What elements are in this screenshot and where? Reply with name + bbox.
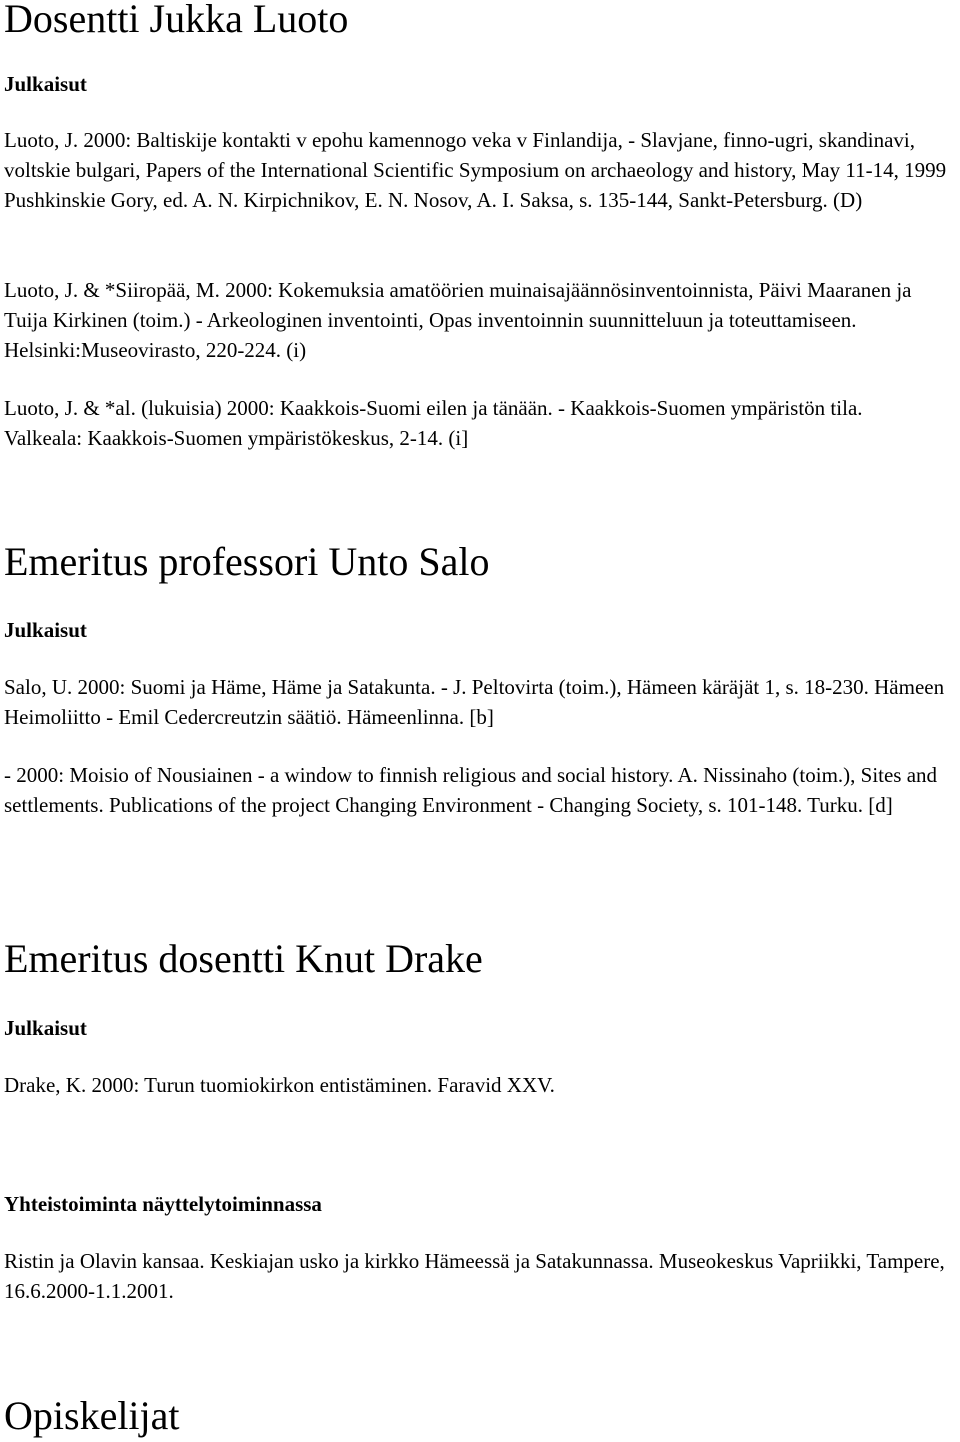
exhibition-entry: Ristin ja Olavin kansaa. Keskiajan usko ja kirkko Hämeessä ja Satakunnassa. Museokeskus Vapriikki, Tampere, 16.6.2000-1.1.2001. — [4, 1249, 945, 1303]
subsection-heading: Yhteistoiminta näyttelytoiminnassa — [4, 1192, 322, 1216]
publication-entry: Luoto, J. 2000: Baltiskije kontakti v epohu kamennogo veka v Finlandija, - Slavjane, finno-ugri, skandinavi, voltskie bulgari, Papers of the International Scientific Symposium on archaeology and history, May 11-14, 1999 Pushkinskie Gory, ed. A. N. Kirpichnikov, E. N. Nosov, A. I. Saksa, s. 135-144, Sankt-Petersburg. (D) — [4, 128, 947, 212]
section-title: Dosentti Jukka Luoto — [4, 0, 349, 41]
subsection-heading: Julkaisut — [4, 1016, 87, 1040]
publication-entry: Luoto, J. & *Siiropää, M. 2000: Kokemuksia amatöörien muinaisajäännösinventoinnista, Päivi Maaranen ja Tuija Kirkinen (toim.) - Arkeologinen inventointi, Opas inventoinnin suunnitteluun ja toteuttamiseen. Helsinki:Museovirasto, 220-224. (i) — [4, 278, 912, 362]
publication-entry: Luoto, J. & *al. (lukuisia) 2000: Kaakkois-Suomi eilen ja tänään. - Kaakkois-Suomen ympäristön tila. Valkeala: Kaakkois-Suomen ympäristökeskus, 2-14. (i] — [4, 396, 863, 450]
subsection-heading: Julkaisut — [4, 72, 87, 96]
section-title: Emeritus professori Unto Salo — [4, 539, 490, 584]
publication-entry: - 2000: Moisio of Nousiainen - a window to finnish religious and social history. A. Nissinaho (toim.), Sites and settlements. Publications of the project Changing Environment - Changing Society, s. 101-148. Turku. [d] — [4, 763, 938, 817]
section-title: Emeritus dosentti Knut Drake — [4, 936, 483, 981]
subsection-heading: Julkaisut — [4, 618, 87, 642]
publication-entry: Drake, K. 2000: Turun tuomiokirkon entistäminen. Faravid XXV. — [4, 1073, 555, 1097]
publication-entry: Salo, U. 2000: Suomi ja Häme, Häme ja Satakunta. - J. Peltovirta (toim.), Hämeen käräjät 1, s. 18-230. Hämeen Heimoliitto - Emil Cedercreutzin säätiö. Hämeenlinna. [b] — [4, 675, 945, 729]
section-title: Opiskelijat — [4, 1393, 180, 1438]
